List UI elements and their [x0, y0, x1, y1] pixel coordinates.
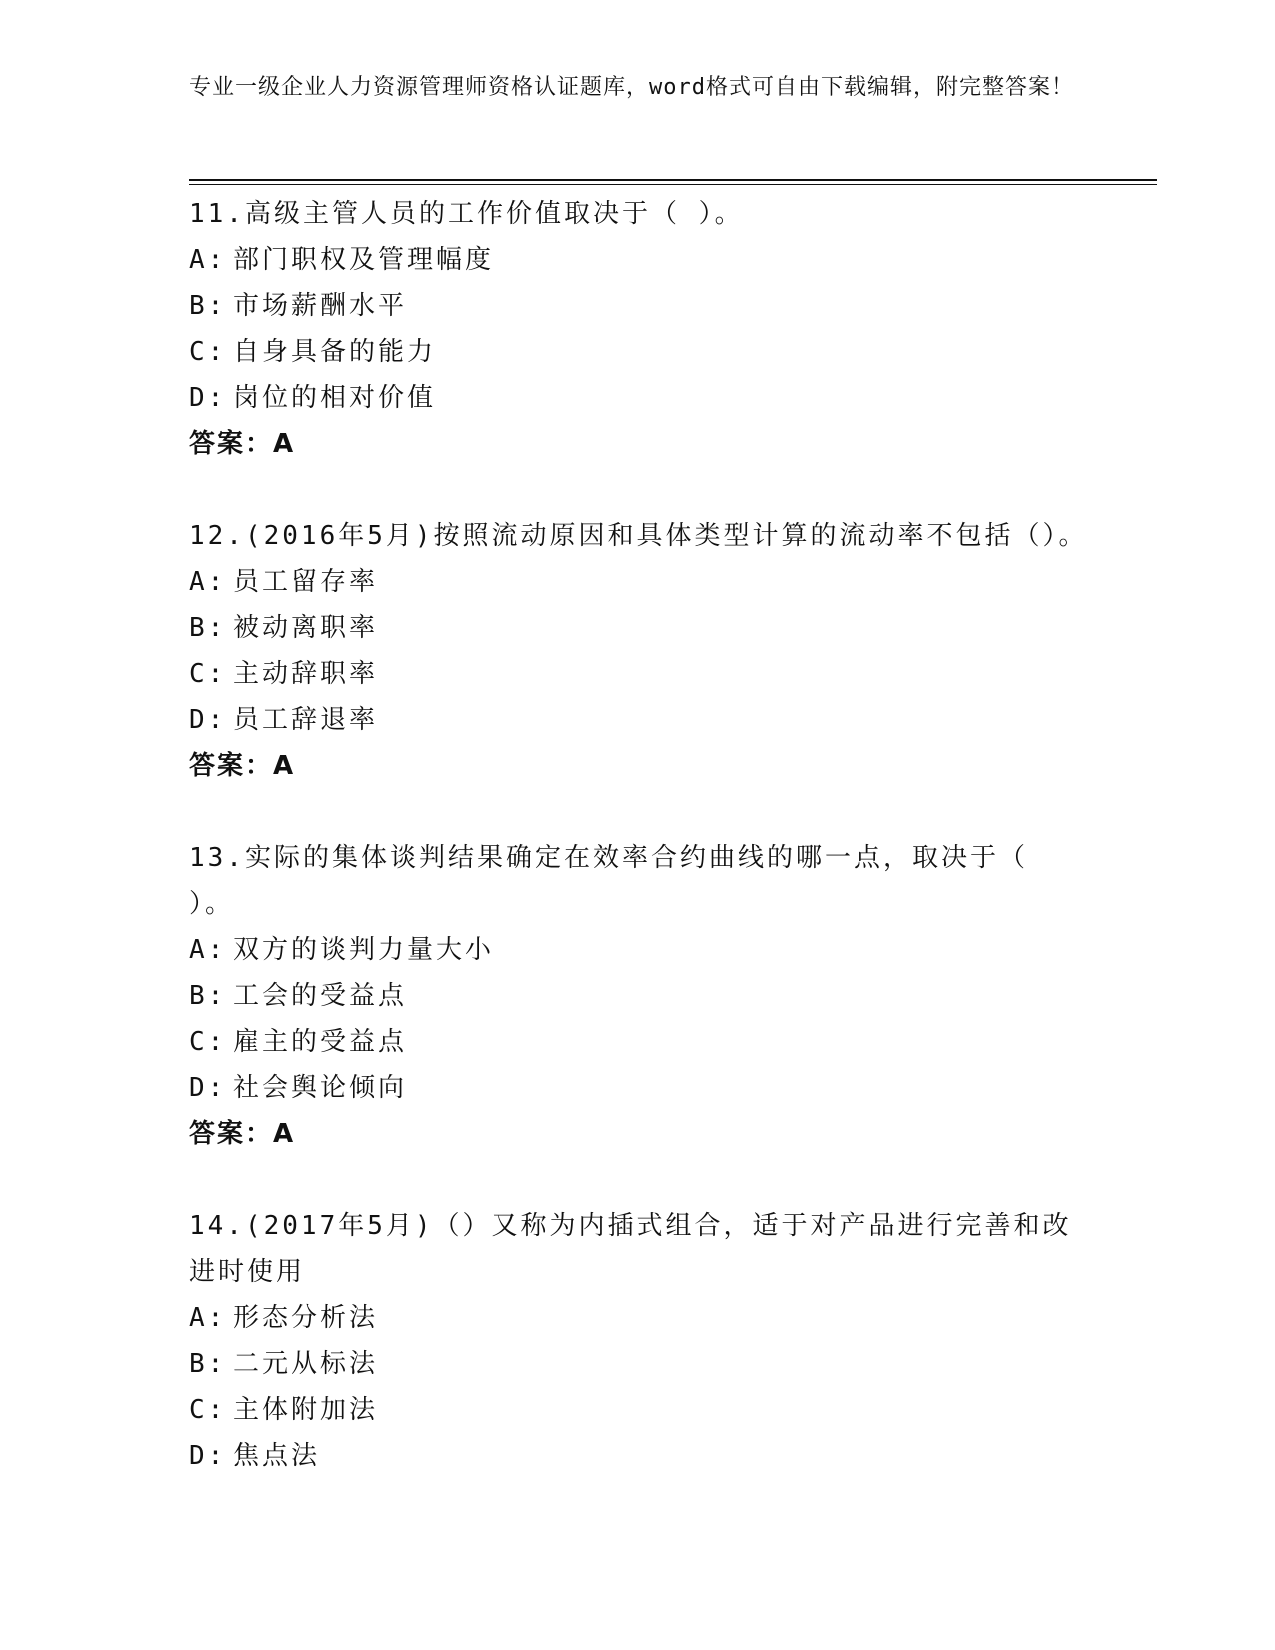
question-11	[189, 191, 1089, 467]
question-12	[189, 513, 1089, 789]
option-d	[189, 1433, 1089, 1479]
question-stem: 13.实际的集体谈判结果确定在效率合约曲线的哪一点，取决于（ ）。	[189, 843, 1028, 919]
document-intro: 专业一级企业人力资源管理师资格认证题库，word格式可自由下载编辑，附完整答案！	[189, 75, 1074, 100]
option-b	[189, 605, 1089, 651]
option-text: 雇主的受益点	[233, 1027, 408, 1057]
option-key: A:	[189, 935, 227, 965]
question-stem: 11.高级主管人员的工作价值取决于（ ）。	[189, 199, 744, 229]
option-key: A:	[189, 567, 227, 597]
option-text: 工会的受益点	[233, 981, 408, 1011]
option-key: D:	[189, 383, 227, 413]
option-key: C:	[189, 1027, 227, 1057]
question-14	[189, 1203, 1089, 1479]
option-text: 被动离职率	[233, 613, 379, 643]
option-key: B:	[189, 1349, 227, 1379]
option-key: B:	[189, 613, 227, 643]
option-key: C:	[189, 337, 227, 367]
answer: 答案：A	[189, 429, 296, 459]
option-key: D:	[189, 705, 227, 735]
option-key: B:	[189, 981, 227, 1011]
option-a	[189, 559, 1089, 605]
header-rule-thin	[189, 184, 1157, 185]
option-a	[189, 927, 1089, 973]
question-13	[189, 835, 1089, 1157]
option-key: C:	[189, 1395, 227, 1425]
answer: 答案：A	[189, 1119, 296, 1149]
option-text: 市场薪酬水平	[233, 291, 408, 321]
option-d	[189, 1065, 1089, 1111]
option-d	[189, 697, 1089, 743]
option-d	[189, 375, 1089, 421]
option-b	[189, 973, 1089, 1019]
option-a	[189, 237, 1089, 283]
option-text: 主体附加法	[233, 1395, 379, 1425]
header-rule-thick	[189, 179, 1157, 181]
option-key: C:	[189, 659, 227, 689]
option-text: 社会舆论倾向	[233, 1073, 408, 1103]
option-text: 形态分析法	[233, 1303, 379, 1333]
option-text: 员工留存率	[233, 567, 379, 597]
option-text: 岗位的相对价值	[233, 383, 437, 413]
option-c	[189, 1387, 1089, 1433]
option-key: B:	[189, 291, 227, 321]
option-b	[189, 283, 1089, 329]
option-text: 自身具备的能力	[233, 337, 437, 367]
question-stem: 14.(2017年5月)（）又称为内插式组合，适于对产品进行完善和改进时使用	[189, 1211, 1072, 1287]
option-a	[189, 1295, 1089, 1341]
option-b	[189, 1341, 1089, 1387]
option-key: D:	[189, 1441, 227, 1471]
option-key: A:	[189, 1303, 227, 1333]
option-text: 员工辞退率	[233, 705, 379, 735]
option-text: 主动辞职率	[233, 659, 379, 689]
answer: 答案：A	[189, 751, 296, 781]
question-list	[189, 191, 1089, 1525]
option-c	[189, 1019, 1089, 1065]
option-text: 双方的谈判力量大小	[233, 935, 495, 965]
option-key: D:	[189, 1073, 227, 1103]
option-c	[189, 329, 1089, 375]
option-text: 二元从标法	[233, 1349, 379, 1379]
question-stem: 12.(2016年5月)按照流动原因和具体类型计算的流动率不包括（）。	[189, 521, 1088, 551]
option-c	[189, 651, 1089, 697]
option-key: A:	[189, 245, 227, 275]
option-text: 部门职权及管理幅度	[233, 245, 495, 275]
option-text: 焦点法	[233, 1441, 321, 1471]
